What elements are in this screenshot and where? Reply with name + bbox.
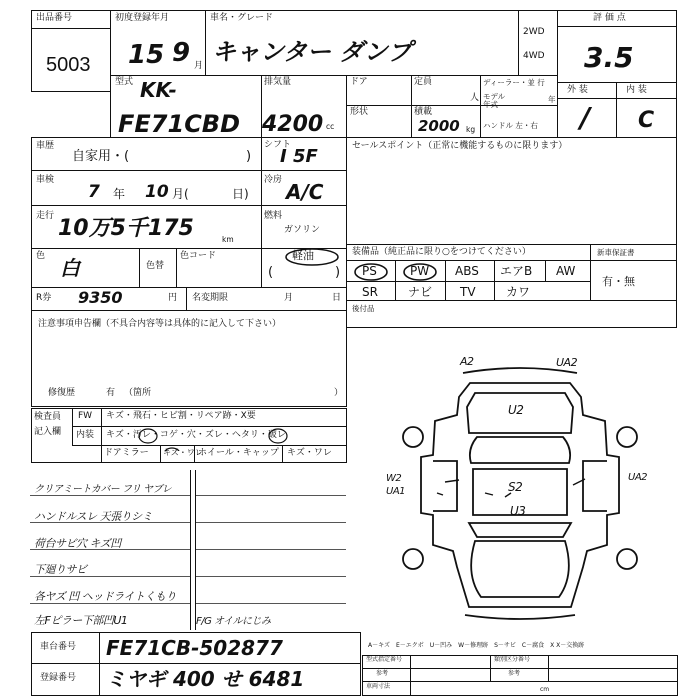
- first-reg-label: 初度登録年月: [115, 13, 170, 23]
- interior-value: C: [638, 108, 655, 133]
- equip-abs: ABS: [455, 264, 479, 278]
- color-value: 白: [60, 256, 80, 280]
- shift-label: シフト: [264, 140, 292, 150]
- inspector-label2: 記入欄: [34, 427, 62, 437]
- drive-4wd: 4WD: [523, 51, 545, 61]
- model-plate-label: 型式指定番号: [366, 656, 403, 663]
- model-code: FE71CBD: [118, 110, 241, 138]
- mark-u2: U2: [508, 403, 524, 417]
- fw-label: FW: [78, 411, 93, 421]
- recycle-value: 9350: [78, 288, 123, 307]
- exterior-label: 外 装: [567, 85, 588, 95]
- fuel-label: 燃料: [264, 211, 283, 221]
- first-reg-month-unit: 月: [194, 61, 204, 71]
- capacity-label: 定員: [414, 77, 433, 87]
- model-label: 型式: [115, 77, 134, 87]
- reference-label: 参考: [376, 670, 389, 677]
- wheel-items: キズ・ワレ: [287, 448, 332, 458]
- mark-ua1: UA1: [386, 486, 406, 497]
- displacement-label: 排気量: [264, 77, 292, 87]
- dealer-label: ディーラー・並 行: [483, 78, 545, 87]
- note-line-3: 荷台サビ穴 キズ凹: [34, 537, 121, 550]
- registration-value: ミヤギ 400 せ 6481: [106, 667, 305, 691]
- recycle-unit: 円: [168, 293, 178, 303]
- equip-airbag: エアB: [500, 264, 533, 278]
- mark-u3: U3: [510, 504, 526, 518]
- equip-ps: PS: [362, 264, 377, 278]
- first-reg-year: 15: [128, 40, 165, 70]
- load-unit: kg: [466, 125, 476, 134]
- model-prefix: KK-: [140, 78, 177, 102]
- fuel-circle-mark: [282, 246, 342, 268]
- history-label: 車歴: [36, 141, 55, 151]
- mileage-unit: km: [222, 235, 234, 244]
- warranty-label: 新車保証書: [597, 248, 635, 257]
- chassis-value: FE71CB-502877: [106, 636, 283, 660]
- inspector-circle-marks: [100, 406, 340, 451]
- fuel-paren-open: (: [268, 265, 274, 280]
- equip-pw: PW: [410, 264, 430, 278]
- damage-legend: A－キズ E－エクボ U－凹み W－修理跡 S－サビ C－腐食 X X－交換跡: [368, 642, 585, 649]
- mark-a2: A2: [460, 355, 474, 368]
- grade-value: 3.5: [584, 41, 634, 74]
- name-change-month: 月: [284, 293, 294, 303]
- first-reg-month: 9: [172, 38, 191, 68]
- mileage-label: 走行: [36, 211, 55, 221]
- inspector-label1: 検査員: [34, 412, 62, 422]
- equipment-label: 装備品（純正品に限り○をつけてください）: [352, 247, 531, 257]
- displacement-value: 4200: [262, 112, 324, 137]
- fuel-value: ガソリン: [284, 225, 321, 235]
- handle-label: ハンドル 左・右: [483, 121, 538, 130]
- fuel-paren-close: ): [335, 265, 341, 280]
- note-line-7: F/G オイルにじみ: [196, 616, 271, 627]
- model-year-unit: 年: [548, 95, 556, 104]
- displacement-unit: cc: [326, 122, 335, 131]
- color-label: 色: [36, 251, 46, 261]
- repair-label: 修復歴: [48, 388, 76, 398]
- equip-aw: AW: [556, 264, 576, 278]
- inspection-month: 10: [145, 182, 169, 202]
- selling-points-label: セールスポイント（正常に機能するものに限ります）: [352, 141, 568, 151]
- ac-label: 冷房: [264, 175, 283, 185]
- load-label: 積載: [414, 107, 433, 117]
- interior-items: キズ・汚レ・コゲ・穴・ズレ・ヘタリ・破レ: [106, 430, 286, 440]
- equip-tv: TV: [460, 285, 476, 299]
- ac-value: A/C: [286, 180, 324, 204]
- history-close: ): [246, 149, 252, 164]
- mirror-items: キズ・ワレ: [163, 448, 203, 457]
- chassis-label: 車台番号: [40, 642, 77, 652]
- inspection-label: 車検: [36, 175, 55, 185]
- capacity-unit: 人: [470, 93, 480, 103]
- color-change-label: 色替: [146, 261, 165, 271]
- mark-ua2-side: UA2: [628, 472, 648, 483]
- name-change-label: 名変期限: [192, 293, 229, 303]
- note-line-1: クリアミートカバー フリ ヤブレ: [34, 484, 172, 495]
- drive-cell: [518, 10, 558, 76]
- after-parts-label: 後付品: [352, 304, 375, 313]
- repair-value: 有: [106, 388, 116, 398]
- recycle-label: R券: [36, 293, 52, 303]
- color-code-label: 色コード: [180, 251, 217, 261]
- selling-points-cell: [346, 137, 677, 245]
- note-line-5: 各ヤズ 凹 ヘッドライトくもり: [34, 590, 176, 603]
- cm-unit: cm: [540, 686, 550, 693]
- wheel-label: ホイール・キャップ: [198, 448, 279, 458]
- note-line-6: 左Fピラー下部凹U1: [34, 614, 128, 627]
- inspection-year-unit: 年: [113, 187, 126, 201]
- car-name-label: 車名・グレード: [210, 13, 274, 23]
- inspection-month-unit: 月(: [172, 187, 189, 201]
- inspection-year: 7: [88, 182, 100, 202]
- fuel-circled: 軽油: [292, 249, 314, 262]
- load-value: 2000: [418, 117, 460, 135]
- drive-2wd: 2WD: [523, 27, 545, 37]
- length-label: 車両寸法: [366, 683, 391, 690]
- repair-close: ）: [334, 388, 344, 398]
- reference-label-2: 参考: [508, 670, 521, 677]
- notes-label: 注意事項申告欄（不具合内容等は具体的に記入して下さい）: [38, 319, 282, 329]
- equip-navi: ナビ: [408, 285, 433, 299]
- mark-s2: S2: [508, 480, 523, 494]
- fw-items: キズ・飛石・ヒビ割・リペア跡・X要: [106, 411, 256, 421]
- after-parts-cell: [346, 300, 677, 328]
- mark-w2: W2: [386, 473, 402, 484]
- equip-circle-marks: [350, 259, 460, 283]
- shape-label: 形状: [350, 107, 369, 117]
- model-year-label: モデル 年式: [483, 92, 506, 109]
- lot-number: 5003: [46, 54, 91, 76]
- mark-ua2-top: UA2: [556, 356, 578, 369]
- exterior-value: /: [580, 101, 591, 134]
- inspection-day-unit: 日): [232, 187, 249, 201]
- interior-label: 内 装: [626, 85, 647, 95]
- car-name: キャンター ダンプ: [212, 38, 412, 66]
- note-line-2: ハンドルスレ 天張りシミ: [34, 510, 153, 523]
- warranty-value: 有・無: [602, 275, 635, 288]
- lot-number-label: 出品番号: [36, 13, 73, 23]
- interior-label-insp: 内装: [76, 430, 95, 440]
- class-label: 類別区分番号: [494, 656, 531, 663]
- equip-leather: カワ: [506, 285, 531, 299]
- name-change-day: 日: [332, 293, 342, 303]
- registration-label: 登録番号: [40, 673, 77, 683]
- repair-place: （箇所: [124, 388, 152, 398]
- mileage-value: 10万5千175: [58, 216, 194, 241]
- mirror-label: ドアミラー: [104, 448, 149, 458]
- history-value: 自家用・(: [72, 149, 130, 164]
- note-line-4: 下廻りサビ: [34, 563, 87, 576]
- grade-label: 評 価 点: [593, 13, 626, 23]
- door-label: ドア: [350, 77, 368, 87]
- shift-value: I 5F: [280, 146, 318, 167]
- equip-sr: SR: [362, 285, 378, 299]
